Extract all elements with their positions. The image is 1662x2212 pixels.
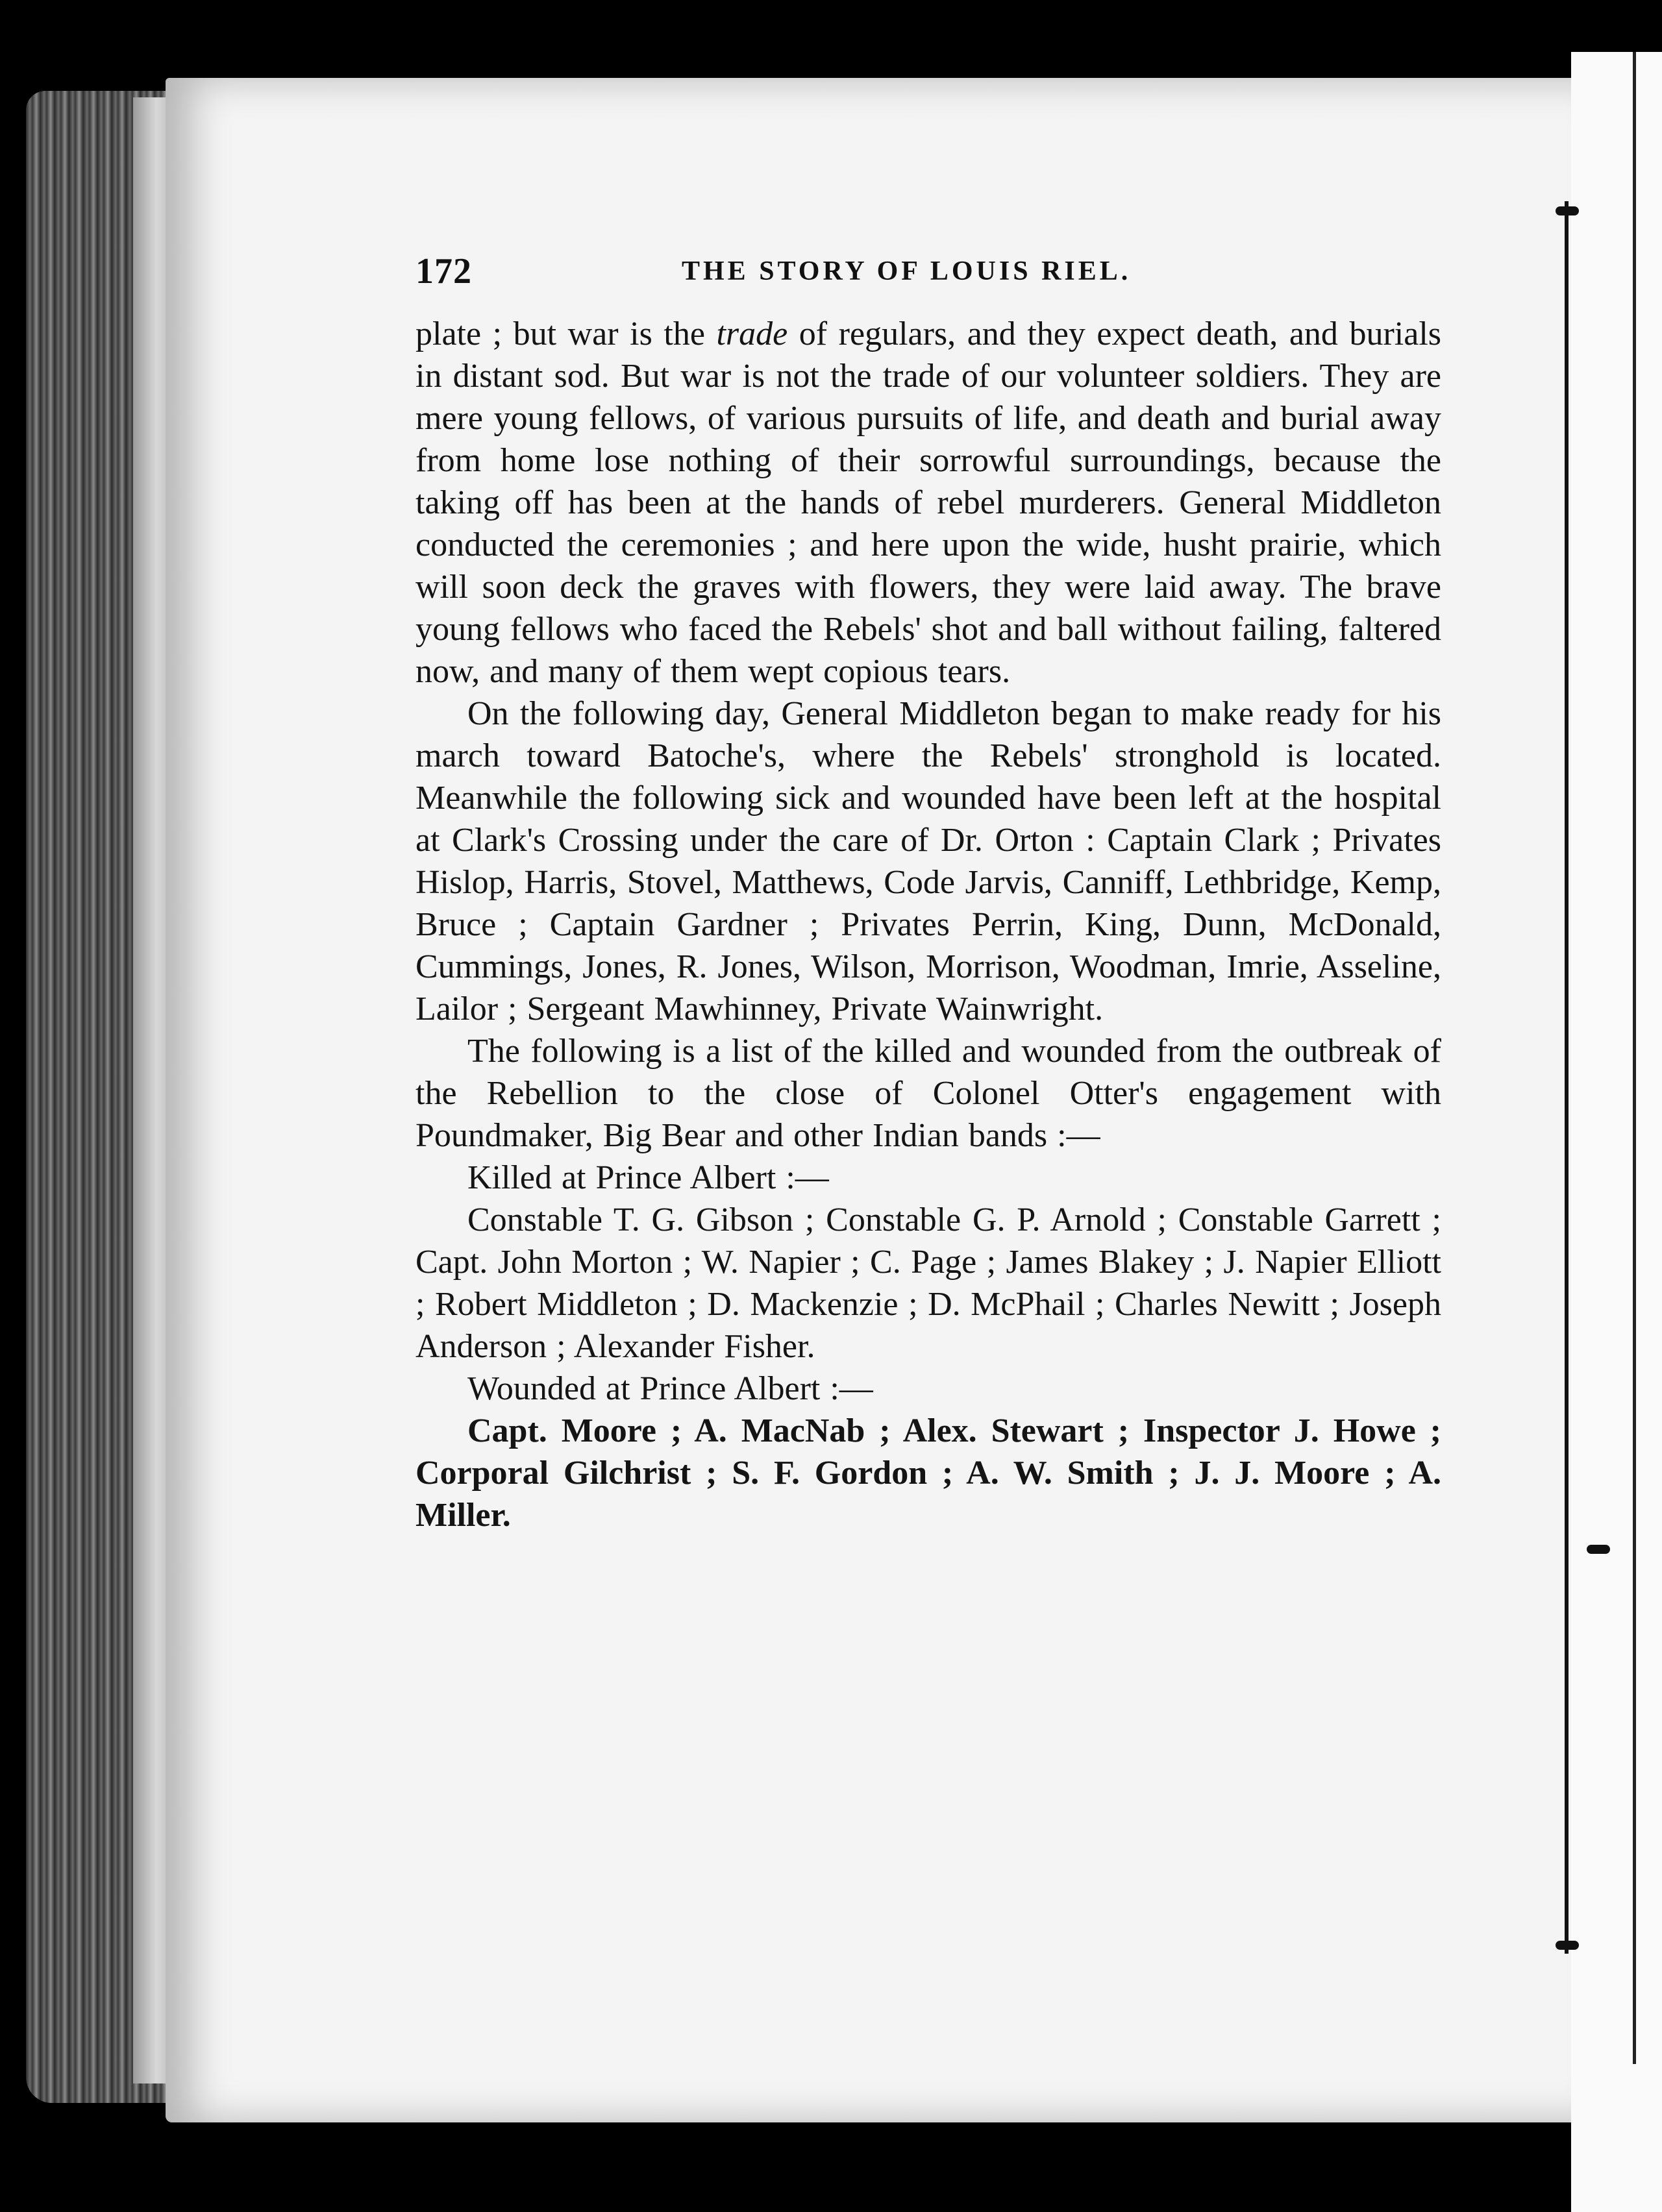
- running-title: THE STORY OF LOUIS RIEL.: [682, 256, 1132, 286]
- body-text: [416, 313, 1441, 1536]
- page-number: 172: [416, 251, 472, 291]
- paragraph-casualty-intro: The following is a list of the killed and wounded from the outbreak of the Rebellion to the close of Colonel Otter's engagement with Poundmaker, Big Bear and other Indian bands :—: [416, 1033, 1441, 1154]
- paragraph-hospital-list: On the following day, General Middleton began to make ready for his march toward Batoche's, where the Rebels' stronghold is located. Meanwhile the following sick and wounded have been left at the hospital at Clark's Crossing under the care of Dr. Orton : Captain Clark ; Privates Hislop, Harris, Stovel, Matthews, Code Jarvis, Canniff, Lethbridge, Kemp, Bruce ; Captain Gardner ; Privates Perrin, King, Dunn, McDonald, Cummings, Jones, R. Jones, Wilson, Morrison, Woodman, Imrie, Asseline, Lailor ; Sergeant Mawhinney, Private Wainwright.: [416, 695, 1441, 1027]
- heading-killed: Killed at Prince Albert :—: [467, 1159, 829, 1196]
- binding-thread-line: [1565, 201, 1569, 1954]
- paragraph-burial: [416, 313, 1441, 693]
- binding-strip: [1571, 52, 1662, 2212]
- list-killed: Constable T. G. Gibson ; Constable G. P. Arnold ; Constable Garrett ; Capt. John Morton ; W. Napier ; C. Page ; James Blakey ; J. Napier Elliott ; Robert Middleton ; D. Mackenzie ; D. McPhail ; Charles Newitt ; Joseph Anderson ; Alexander Fisher.: [416, 1201, 1441, 1365]
- heading-wounded: Wounded at Prince Albert :—: [467, 1370, 873, 1407]
- binding-tick-middle: [1587, 1545, 1610, 1554]
- running-head: [416, 251, 1597, 302]
- binding-edge-line: [1633, 52, 1636, 2064]
- paragraph-burial-start: plate ; but war is the: [416, 315, 717, 352]
- paragraph-burial-rest: of regulars, and they expect death, and burials in distant sod. But war is not the trade of our volunteer soldiers. They are mere young fellows, of various pursuits of life, and death and burial away from home lose nothing of their sorrowful surroundings, because the taking off has been at the hands of rebel murderers. General Middleton conducted the ceremonies ; and here upon the wide, husht prairie, which will soon deck the graves with flowers, they were laid away. The brave young fellows who faced the Rebels' shot and ball without failing, faltered now, and many of them wept copious tears.: [416, 315, 1442, 690]
- binding-tick-top: [1556, 206, 1579, 215]
- list-wounded: Capt. Moore ; A. MacNab ; Alex. Stewart ; Inspector J. Howe ; Corporal Gilchrist ; S. F. Gordon ; A. W. Smith ; J. J. Moore ; A. Miller.: [416, 1412, 1441, 1534]
- binding-tick-bottom: [1556, 1941, 1579, 1950]
- emphasis-trade: trade: [716, 315, 788, 352]
